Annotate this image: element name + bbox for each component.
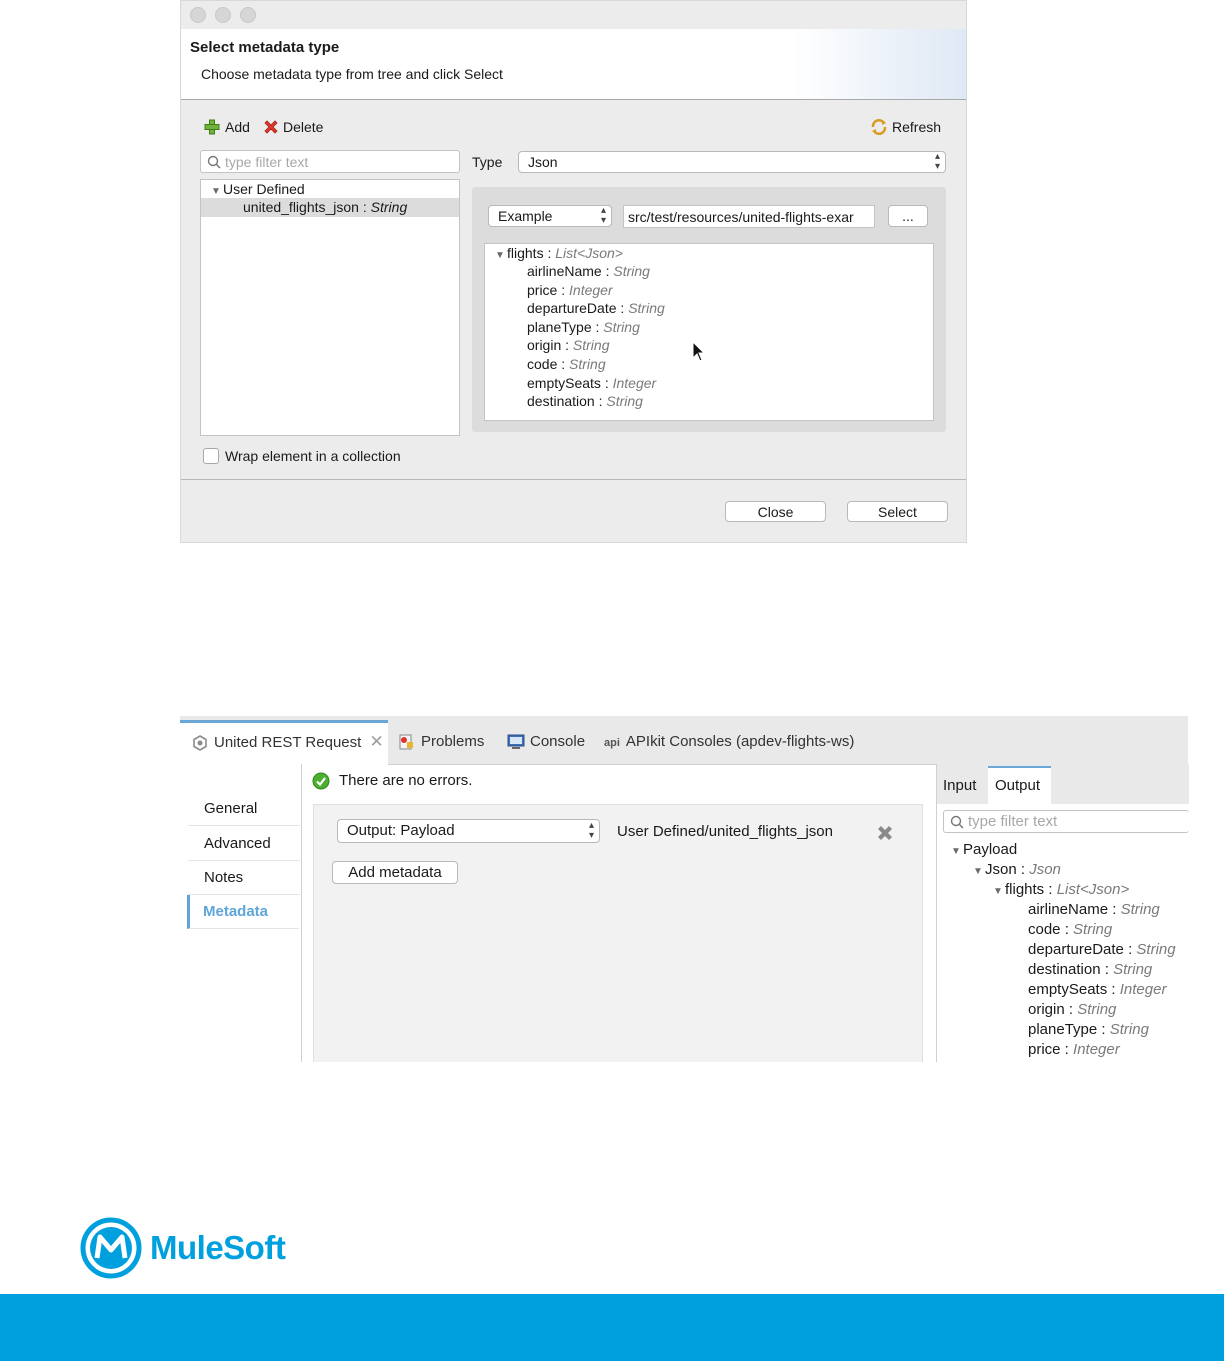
tab-united-rest-request[interactable]: United REST Request ✕ [192,720,384,764]
field-type: String [1113,961,1153,978]
field-type: String [1120,901,1160,918]
field-name: destination [527,393,595,410]
field-name: destination [1028,961,1101,978]
brand-footer-bar [0,1294,1224,1361]
search-icon [207,155,221,169]
footer-divider [181,479,966,480]
output-field-row[interactable]: destination : String [1028,961,1153,978]
problems-icon [398,733,416,751]
output-field-row[interactable]: planeType : String [1028,1021,1149,1038]
sidebar-item-notes[interactable]: Notes [188,861,300,895]
tree-item-json[interactable]: ▼ Json : Json [973,860,1061,882]
output-field-row[interactable]: airlineName : String [1028,901,1160,918]
sidebar-item-general[interactable]: General [188,792,300,826]
expand-triangle-icon: ▼ [211,186,221,197]
output-field-row[interactable]: origin : String [1028,1001,1117,1018]
minimize-window-icon[interactable] [215,7,231,23]
field-type: String [569,356,606,372]
tab-apikit-consoles[interactable]: api APIkit Consoles (apdev-flights-ws) [604,733,855,750]
type-label: Type [472,154,503,170]
properties-panel [180,716,1188,1062]
structure-root[interactable]: ▼ flights : List<Json> [495,244,623,265]
mulesoft-m-logo-icon [80,1217,142,1279]
checkbox-box [203,448,219,464]
dialog-subtitle: Choose metadata type from tree and click Select [201,66,503,82]
field-name: departureDate [1028,941,1124,958]
sidebar-item-advanced[interactable]: Advanced [188,827,300,861]
field-type: String [1073,921,1113,938]
updown-arrows-icon: ▴ ▾ [588,820,594,841]
example-select[interactable] [488,205,612,227]
field-name: origin [1028,1001,1065,1018]
field-type: String [613,263,650,279]
wrap-collection-checkbox[interactable] [203,447,443,467]
example-select-value: Example [498,208,553,224]
delete-label: Delete [283,119,324,135]
tab-problems[interactable]: Problems [398,720,484,764]
metadata-value-text: User Defined/united_flights_json [617,823,833,840]
expand-triangle-icon: ▼ [993,886,1003,897]
field-name: price [527,281,558,298]
api-icon: api [604,737,620,749]
remove-metadata-icon[interactable] [876,824,894,842]
field-type: String [1109,1021,1149,1038]
metadata-kind-value: Output: Payload [347,822,455,839]
updown-arrows-icon: ▴ ▾ [934,151,940,172]
close-window-icon[interactable] [190,7,206,23]
check-circle-icon [312,772,330,790]
structure-field-row[interactable]: destination : String [527,393,643,410]
example-path-input[interactable] [623,205,875,228]
output-field-row[interactable]: emptySeats : Integer [1028,981,1167,998]
tab-input[interactable]: Input [943,777,977,794]
tree-item-payload[interactable]: ▼ Payload [951,840,1017,862]
structure-field-row[interactable]: origin : String [527,337,610,354]
output-field-row[interactable]: departureDate : String [1028,941,1176,958]
delete-x-icon [263,119,279,135]
field-type: String [628,300,665,317]
structure-field-row[interactable]: price : Integer [527,281,613,298]
tree-item-flights[interactable]: ▼ flights : List<Json> [993,880,1129,902]
search-icon [950,815,964,829]
close-tab-icon[interactable]: ✕ [369,732,384,751]
field-name: code [527,356,558,372]
type-select-value: Json [528,154,558,170]
structure-field-row[interactable]: emptySeats : Integer [527,374,657,391]
output-tree [951,840,1189,1062]
add-label: Add [225,119,250,135]
io-metadata-view [936,764,1189,1062]
metadata-tree [200,179,460,436]
output-field-row[interactable]: price : Integer [1028,1041,1120,1058]
select-metadata-dialog [180,0,967,543]
tree-item-united-flights[interactable]: united_flights_json : String [201,198,459,217]
component-icon [192,735,208,751]
type-select[interactable] [518,151,946,173]
dialog-header [181,29,966,100]
field-name: code [1028,921,1061,938]
delete-button[interactable] [263,118,333,138]
expand-triangle-icon: ▼ [973,866,983,877]
field-type: Integer [612,374,657,391]
mouse-cursor-icon [692,341,706,363]
structure-field-row[interactable]: code : String [527,356,606,372]
tree-item-type: String [370,199,408,215]
field-name: origin [527,337,562,354]
browse-button[interactable]: ... [888,205,928,227]
field-type: String [572,337,610,354]
field-name: airlineName [1028,901,1109,918]
structure-field-row[interactable]: airlineName : String [527,263,650,279]
tab-console[interactable]: Console [507,720,585,764]
field-name: airlineName [527,263,602,279]
field-type: String [1077,1001,1117,1018]
io-filter-placeholder: type filter text [968,813,1058,830]
add-metadata-button[interactable]: Add metadata [332,861,458,884]
view-tab-bar [180,716,1188,765]
refresh-button[interactable] [870,118,945,138]
refresh-icon [870,118,888,136]
select-button[interactable]: Select [847,501,948,522]
filter-placeholder: type filter text [225,154,309,170]
field-name: planeType [527,318,592,335]
tree-item-name: united_flights_json [243,199,359,215]
plus-icon [204,119,220,135]
tree-item-user-defined[interactable]: ▼ User Defined [211,180,305,201]
structure-field-row[interactable]: planeType : String [527,318,640,335]
field-name: planeType [1028,1021,1098,1038]
wrap-collection-label: Wrap element in a collection [225,448,401,464]
field-type: String [1136,941,1176,958]
tree-filter-input[interactable] [200,150,460,173]
details-pane [472,187,946,432]
metadata-kind-select[interactable] [337,819,600,843]
properties-sidebar [180,764,302,1062]
console-icon [507,734,525,750]
field-name: departureDate [527,300,617,317]
dialog-title: Select metadata type [190,39,340,56]
field-type: String [603,318,640,335]
io-filter-input[interactable] [943,810,1189,833]
structure-field-row[interactable]: departureDate : String [527,300,665,317]
maximize-window-icon[interactable] [240,7,256,23]
refresh-label: Refresh [892,119,942,135]
window-titlebar [181,1,966,29]
output-field-row[interactable]: code : String [1028,921,1113,938]
field-name: emptySeats [1028,981,1108,998]
expand-triangle-icon: ▼ [951,846,961,857]
field-type: Integer [1119,981,1167,998]
example-path-value: src/test/resources/united-flights-exar [628,209,854,225]
field-type: Integer [1073,1041,1120,1058]
field-type: String [606,393,643,410]
structure-tree [484,243,934,421]
brand-name: MuleSoft [150,1229,286,1266]
field-name: price [1028,1041,1061,1058]
field-name: emptySeats [527,374,601,391]
tab-output[interactable]: Output [988,766,1051,804]
close-button[interactable]: Close [725,501,826,522]
updown-arrows-icon: ▴ ▾ [600,205,606,226]
status-text: There are no errors. [339,772,473,789]
sidebar-item-metadata[interactable]: Metadata [187,895,299,929]
mulesoft-logo [80,1217,300,1279]
field-type: Integer [569,281,613,298]
expand-triangle-icon: ▼ [495,250,505,261]
metadata-editor [313,804,923,1062]
